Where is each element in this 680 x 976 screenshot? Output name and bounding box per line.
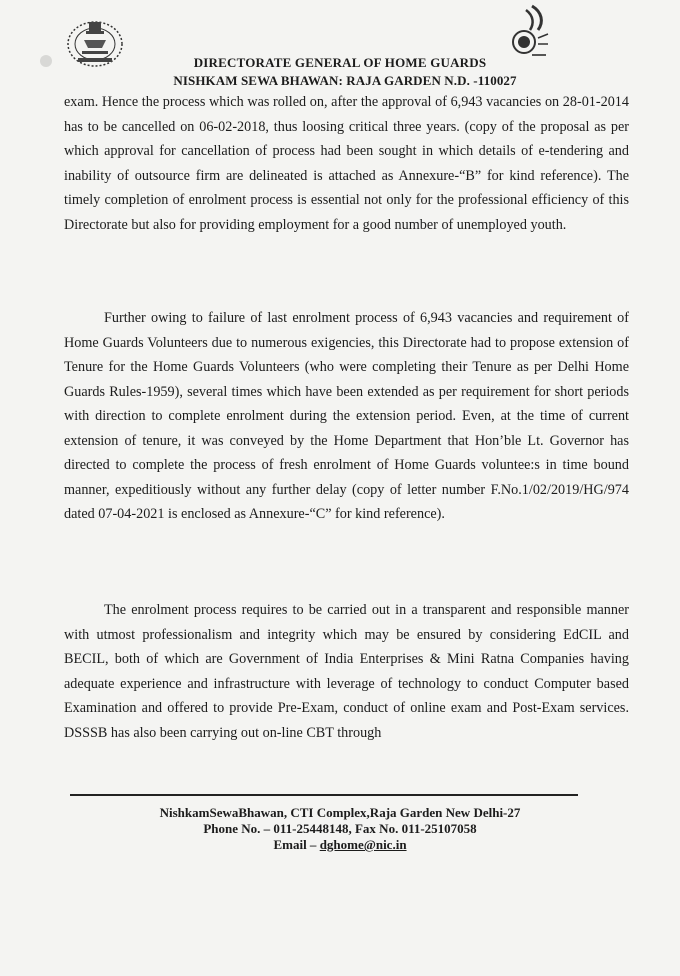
home-guards-logo-icon bbox=[502, 4, 550, 60]
body-paragraph-3: The enrolment process requires to be carried out in a transparent and responsible manner with utmost professionalism and integrity which may be ensured by considering EdCIL and BECIL, both of which are Government of India Enterprises & Mini Ratna Companies having adequate experience and infrastructure with leverage of technology to conduct Computer based Examination and offered to provide Pre-Exam, conduct of online exam and Post-Exam services. DSSSB has also been carrying out on-line CBT through bbox=[64, 602, 629, 741]
letterhead-title: DIRECTORATE GENERAL OF HOME GUARDS bbox=[193, 55, 487, 70]
body-paragraph-2: Further owing to failure of last enrolment process of 6,943 vacancies and requirement of Home Guards Volunteers due to numerous exigencies, this Directorate had to propose extension of Tenure for the Home Guards Volunteers (who were completing their Tenure as per Delhi Home Guards Rules-1959), several times which have been extended as per requirement for short periods with direction to complete enrolment during the extension period. Even, at the time of current extension of tenure, it was conveyed by the Home Department that Hon’ble Lt. Governor has directed to complete the process of fresh enrolment of Home Guards voluntee:s in time bound manner, expeditiously without any further delay (copy of letter number F.No.1/02/2019/HG/974 dated 07-04-2021 is enclosed as Annexure-“C” for kind reference). bbox=[64, 310, 629, 522]
footer-email-label: Email – bbox=[273, 837, 320, 852]
footer-email-link[interactable]: dghome@nic.in bbox=[319, 837, 407, 852]
punch-hole bbox=[40, 55, 52, 67]
letterhead-address: NISHKAM SEWA BHAWAN: RAJA GARDEN N.D. -110027 bbox=[173, 73, 517, 88]
footer-phone: Phone No. – 011-25448148, Fax No. 011-25107058 bbox=[203, 821, 477, 836]
footer-email-line bbox=[120, 837, 560, 853]
body-paragraph-1: exam. Hence the process which was rolled on, after the approval of 6,943 vacancies on 28-01-2014 has to be cancelled on 06-02-2018, thus loosing critical three years. (copy of the proposal as per which approval for cancellation of process had been sought in which details of e-tendering and inability of outsource firm are delineated is attached as Annexure-“B” for kind reference). The timely completion of enrolment process is essential not only for the professional efficiency of this Directorate but also for providing employment for a good number of unemployed youth. bbox=[64, 94, 629, 233]
footer-divider bbox=[70, 794, 578, 796]
footer-address: NishkamSewaBhawan, CTI Complex,Raja Garden New Delhi-27 bbox=[159, 805, 521, 820]
state-emblem-icon bbox=[60, 14, 130, 72]
